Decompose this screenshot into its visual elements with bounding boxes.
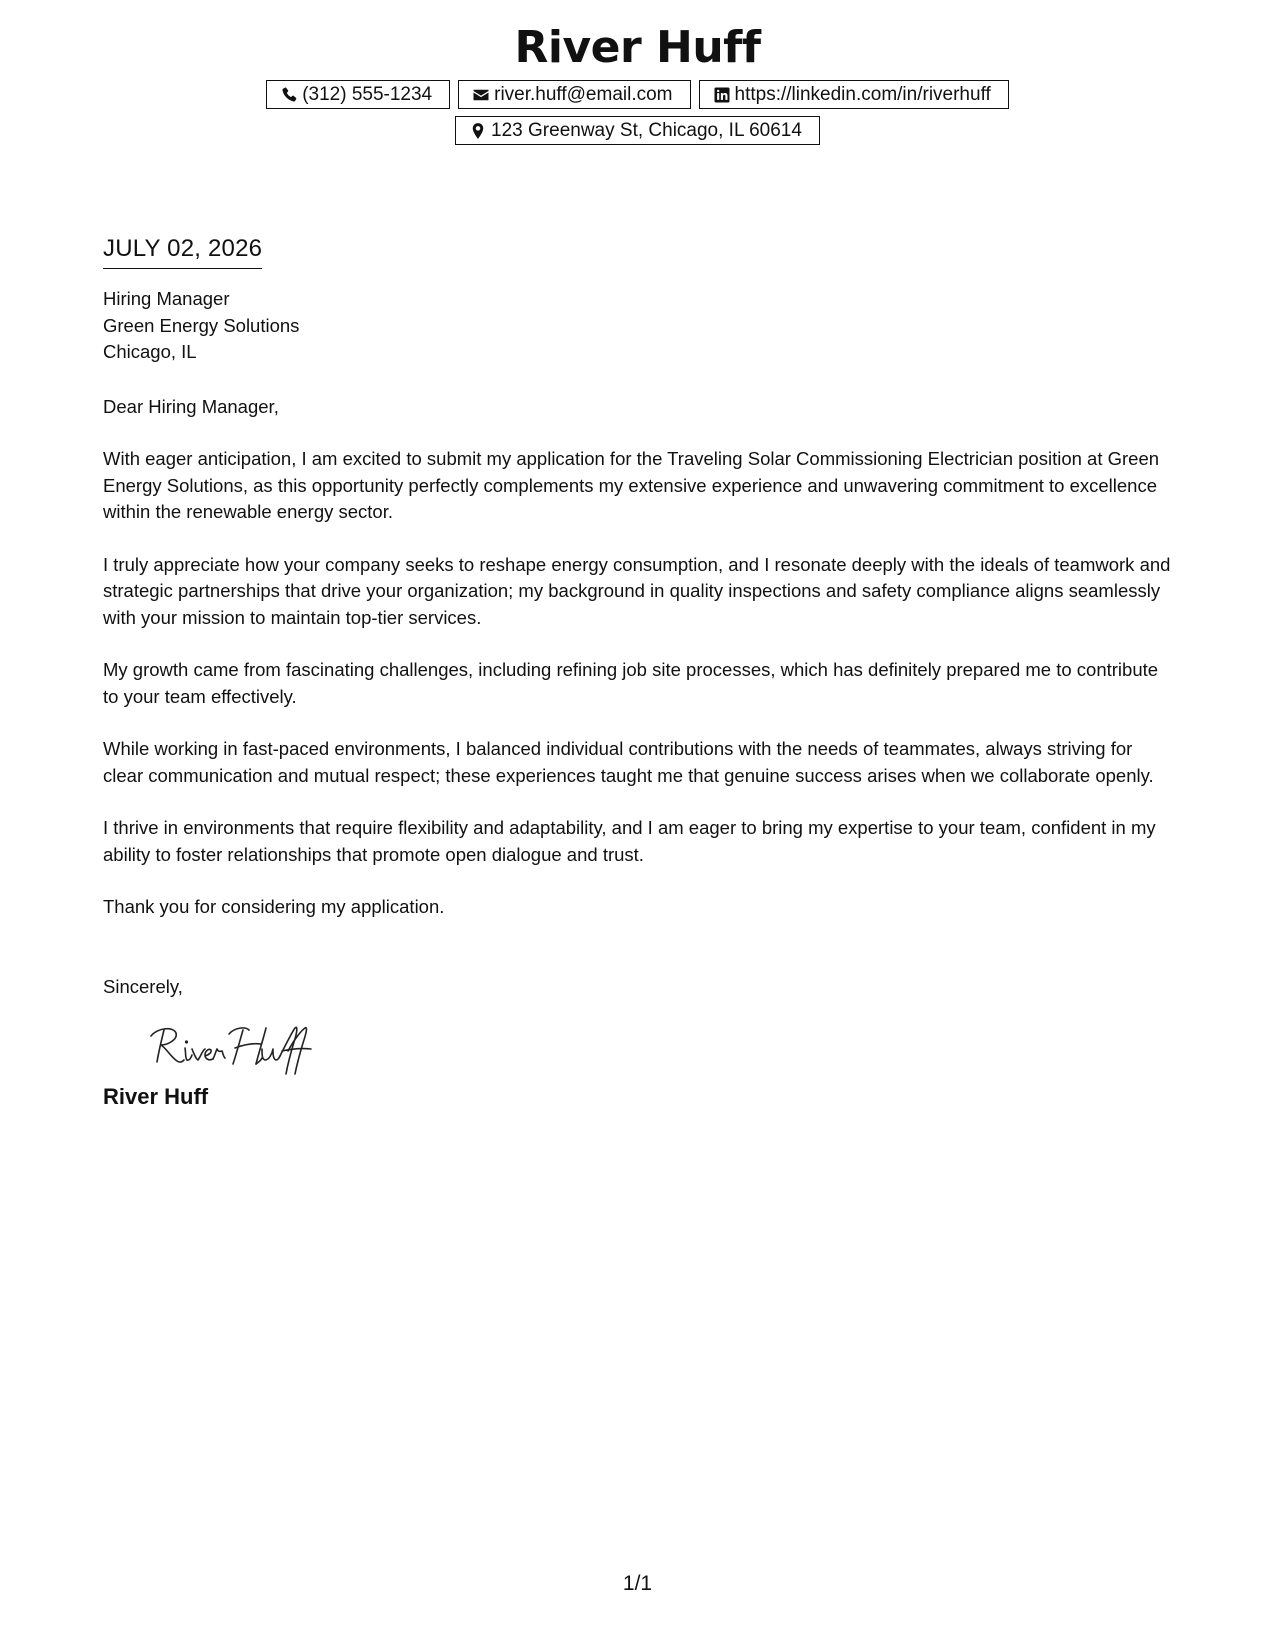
linkedin-icon xyxy=(713,86,731,104)
contact-row-primary xyxy=(0,80,1275,109)
street-address: 123 Greenway St, Chicago, IL 60614 xyxy=(491,119,802,141)
body-paragraph: Thank you for considering my application. xyxy=(103,896,445,917)
body-paragraph: I thrive in environments that require flexibility and adaptability, and I am eager to bring my expertise to your team, confident in my ability to foster relationships that promote open dialogue and trust. xyxy=(103,817,1156,865)
recipient-company: Green Energy Solutions xyxy=(103,314,300,336)
body-paragraph: I truly appreciate how your company seeks to reshape energy consumption, and I resonate deeply with the ideals of teamwork and strategic partnerships that drive your organization; my background in quality inspections and safety compliance aligns seamlessly with your mission to maintain top-tier services. xyxy=(103,553,1171,628)
phone-number: (312) 555-1234 xyxy=(302,83,433,105)
letter-date: JULY 02, 2026 xyxy=(103,232,262,269)
contact-row-secondary xyxy=(0,116,1275,145)
phone-icon xyxy=(280,86,298,104)
body-paragraph: While working in fast-paced environments, I balanced individual contributions with the needs of teammates, always striving for clear communication and mutual respect; these experiences taught me that genuine success arises when we collaborate openly. xyxy=(103,738,1154,786)
signer-name: River Huff xyxy=(103,1084,209,1109)
body-paragraph: My growth came from fascinating challenges, including refining job site processes, which has definitely prepared me to contribute to your team effectively. xyxy=(103,659,1159,707)
recipient-block xyxy=(103,286,1173,366)
letter-body xyxy=(103,232,1173,1112)
letter-header xyxy=(0,20,1275,145)
body-paragraph: With eager anticipation, I am excited to submit my application for the Traveling Solar Commissioning Electrician position at Green Energy Solutions, as this opportunity perfectly complements my extensive experience and unwavering commitment to excellence within the renewable energy sector. xyxy=(103,448,1160,522)
recipient-location: Chicago, IL xyxy=(103,341,197,362)
envelope-icon xyxy=(472,86,490,104)
linkedin-url: https://linkedin.com/in/riverhuff xyxy=(734,83,991,105)
applicant-name: River Huff xyxy=(514,22,761,73)
map-marker-icon xyxy=(469,122,487,140)
salutation: Dear Hiring Manager, xyxy=(103,395,279,417)
handwritten-signature xyxy=(145,1018,335,1076)
address-contact xyxy=(455,116,820,145)
linkedin-contact xyxy=(699,80,1009,109)
recipient-title: Hiring Manager xyxy=(103,288,230,309)
complimentary-close: Sincerely, xyxy=(103,975,183,997)
page-number: 1/1 xyxy=(622,1572,653,1595)
email-address: river.huff@email.com xyxy=(494,83,673,105)
email-contact xyxy=(458,80,690,109)
phone-contact xyxy=(266,80,450,109)
